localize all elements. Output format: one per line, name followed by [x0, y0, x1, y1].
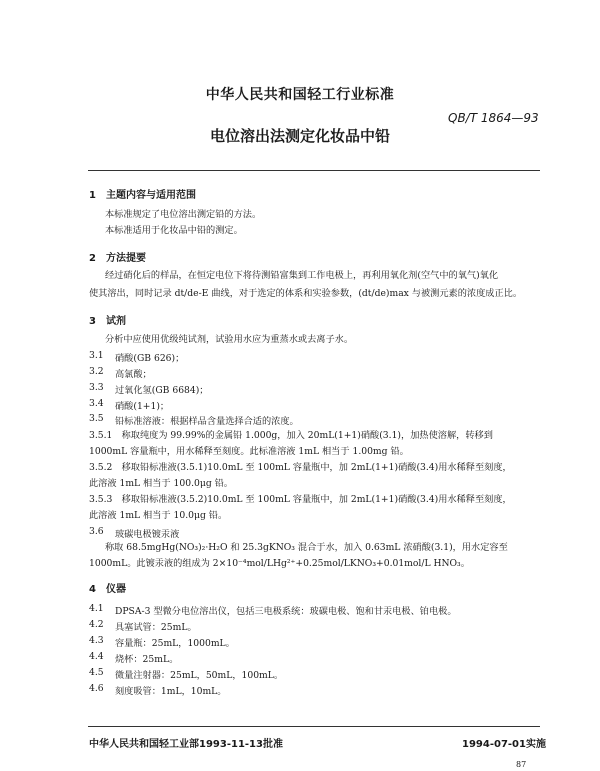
standard-number: QB/T 1864—93	[448, 111, 539, 125]
item-3-5-1-line-2: 1000mL 容量瓶中，用水稀释至刻度。此标准溶液 1mL 相当于 1.00mg 铅。	[89, 446, 409, 457]
item-3-5-text: 铅标准溶液：根据样品含量选择合适的浓度。	[115, 416, 299, 427]
item-3-6-line-2: 1000mL。此镀汞液的组成为 2×10⁻⁴mol/LHg²⁺+0.25mol/LKNO₃+0.01mol/L HNO₃。	[89, 558, 470, 569]
item-4-6-number: 4.6	[89, 683, 104, 694]
top-rule	[88, 170, 540, 171]
section-2-line-2: 使其溶出，同时记录 dt/de-E 曲线，对于选定的体系和实验参数，(dt/de)max 与被测元素的浓度成正比。	[89, 288, 523, 299]
item-3-2-number: 3.2	[89, 366, 104, 377]
section-2-line-1: 经过硝化后的样品，在恒定电位下将待测铅富集到工作电极上，再利用氧化剂(空气中的氧气)氧化	[105, 270, 499, 281]
item-3-6-title: 玻碳电极镀汞液	[115, 529, 180, 540]
section-3-intro: 分析中应使用优级纯试剂，试验用水应为重蒸水或去离子水。	[105, 334, 354, 345]
section-1-title: 主题内容与适用范围	[105, 190, 196, 201]
item-3-5-3-line-1: 3.5.3 移取铅标准液(3.5.2)10.0mL 至 100mL 容量瓶中，加 2mL(1+1)硝酸(3.4)用水稀释至刻度，	[89, 494, 512, 505]
section-1-heading	[89, 186, 196, 201]
section-4-number: 4	[89, 584, 96, 595]
item-3-1-text: 硝酸(GB 626)；	[115, 353, 185, 364]
section-4-title: 仪器	[105, 584, 126, 595]
item-4-5-number: 4.5	[89, 667, 104, 678]
item-3-4-number: 3.4	[89, 398, 104, 409]
page-number: 87	[516, 760, 527, 769]
item-4-4-text: 烧杯：25mL。	[115, 654, 179, 665]
item-4-3-text: 容量瓶：25mL，1000mL。	[115, 638, 235, 649]
section-2-title: 方法提要	[105, 253, 146, 264]
approval-line: 中华人民共和国轻工业部1993-11-13批准	[89, 739, 283, 750]
item-3-3-text: 过氧化氢(GB 6684)；	[115, 385, 209, 396]
item-4-1-text: DPSA-3 型微分电位溶出仪，包括三电极系统：玻碳电极、饱和甘汞电极、铂电极。	[115, 606, 457, 617]
document-title: 电位溶出法测定化妆品中铅	[209, 127, 390, 145]
item-3-6-line-1: 称取 68.5mgHg(NO₃)₂·H₂O 和 25.3gKNO₃ 混合于水，加入 0.63mL 浓硝酸(3.1)，用水定容至	[105, 542, 508, 553]
item-3-3-number: 3.3	[89, 382, 104, 393]
item-3-4-text: 硝酸(1+1)；	[115, 401, 170, 412]
section-4-heading	[89, 580, 126, 595]
item-3-5-1-line-1: 3.5.1 称取纯度为 99.99%的金属铅 1.000g，加入 20mL(1+1)硝酸(3.1)，加热使溶解，转移到	[89, 430, 493, 441]
item-4-5-text: 微量注射器：25mL，50mL，100mL。	[115, 670, 284, 681]
section-2-heading	[89, 249, 146, 264]
section-3-number: 3	[89, 316, 96, 327]
item-3-5-2-line-2: 此溶液 1mL 相当于 100.0μg 铅。	[89, 478, 233, 489]
item-3-6-number: 3.6	[89, 526, 104, 537]
item-3-2-text: 高氯酸；	[115, 369, 152, 380]
effective-date: 1994-07-01实施	[462, 739, 546, 750]
item-4-2-text: 具塞试管：25mL。	[115, 622, 197, 633]
section-3-heading	[89, 312, 126, 327]
item-4-3-number: 4.3	[89, 635, 104, 646]
section-2-number: 2	[89, 253, 96, 264]
section-1-number: 1	[89, 190, 96, 201]
item-4-6-text: 刻度吸管：1mL，10mL。	[115, 686, 227, 697]
bottom-rule	[88, 726, 540, 727]
item-3-1-number: 3.1	[89, 350, 104, 361]
section-1-para-1: 本标准规定了电位溶出测定铅的方法。	[105, 209, 262, 220]
section-1-para-2: 本标准适用于化妆品中铅的测定。	[105, 225, 243, 236]
item-4-4-number: 4.4	[89, 651, 104, 662]
item-4-2-number: 4.2	[89, 619, 104, 630]
org-title: 中华人民共和国轻工行业标准	[205, 87, 395, 103]
section-3-title: 试剂	[105, 316, 126, 327]
item-3-5-3-line-2: 此溶液 1mL 相当于 10.0μg 铅。	[89, 510, 228, 521]
item-4-1-number: 4.1	[89, 603, 104, 614]
item-3-5-2-line-1: 3.5.2 移取铅标准液(3.5.1)10.0mL 至 100mL 容量瓶中，加 2mL(1+1)硝酸(3.4)用水稀释至刻度，	[89, 462, 512, 473]
item-3-5-number: 3.5	[89, 413, 104, 424]
